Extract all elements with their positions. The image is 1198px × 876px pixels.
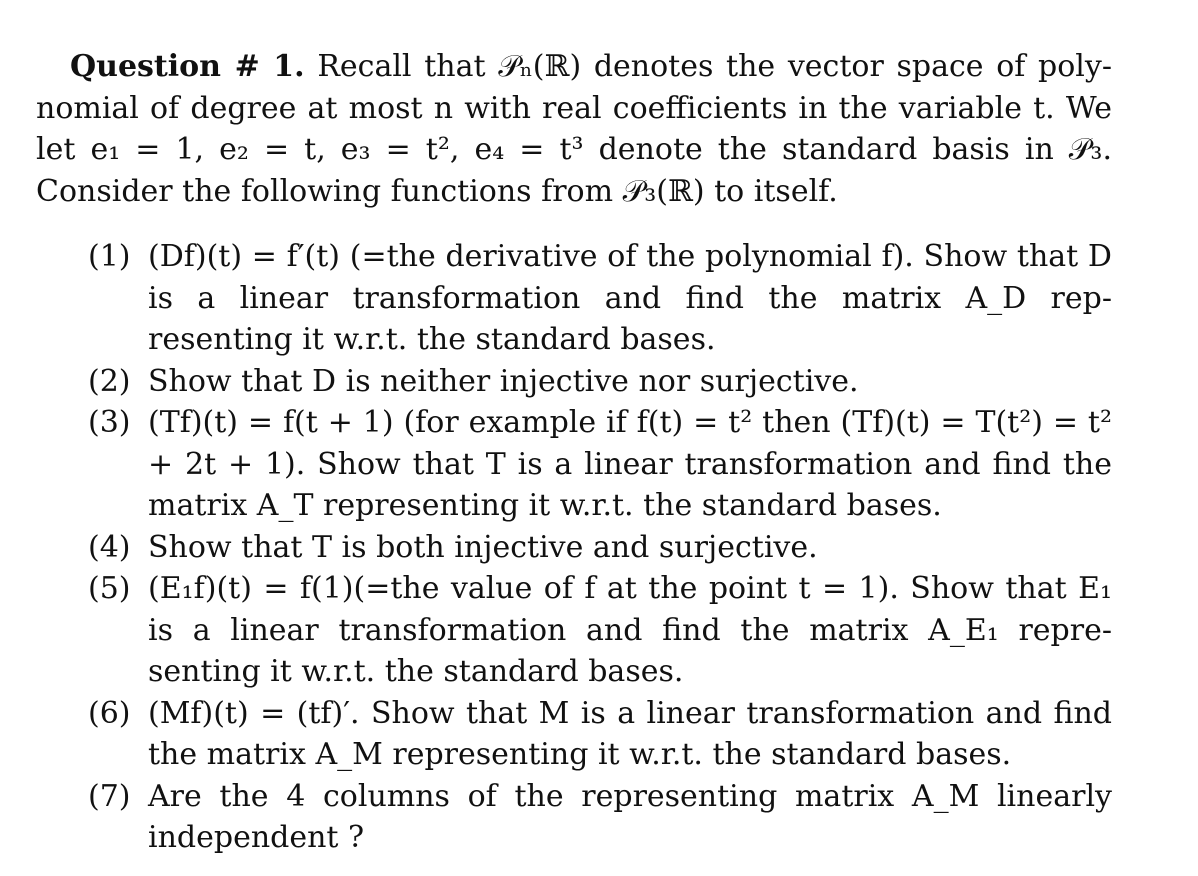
item-marker: (7) [88, 778, 131, 814]
item-text: (E₁f)(t) = f(1)(=the value of f at the point t = 1). Show that E₁ is a linear transformation and find the matrix A_E₁ representing it w.r.t. the standard bases. [148, 571, 1112, 689]
list-item [88, 527, 1112, 569]
question-heading: Question # 1. [70, 49, 305, 84]
item-text: Show that D is neither injective nor surjective. [148, 363, 859, 399]
item-text: Are the 4 columns of the representing matrix A_M linearly independent ? [148, 778, 1112, 855]
item-text: (Df)(t) = f′(t) (=the derivative of the polynomial f). Show that D is a linear transformation and find the matrix A_D representing it w.r.t. the standard bases. [148, 239, 1112, 357]
item-text: (Mf)(t) = (tf)′. Show that M is a linear transformation and find the matrix A_M representing it w.r.t. the standard bases. [148, 695, 1112, 772]
question-items-list [36, 236, 1112, 859]
item-text: Show that T is both injective and surjective. [148, 529, 818, 565]
list-item [88, 236, 1112, 361]
question-document [36, 46, 1112, 859]
list-item [88, 693, 1112, 776]
list-item [88, 361, 1112, 403]
item-marker: (4) [88, 529, 131, 565]
item-marker: (5) [88, 571, 131, 606]
list-item [88, 568, 1112, 693]
item-marker: (6) [88, 695, 131, 731]
list-item [88, 776, 1112, 859]
item-text: (Tf)(t) = f(t + 1) (for example if f(t) = t² then (Tf)(t) = T(t²) = t² + 2t + 1). Show that T is a linear transformation and find the matrix A_T representing it w.r.t. the standard bases. [148, 405, 1112, 523]
item-marker: (1) [88, 239, 131, 274]
question-intro-paragraph [36, 46, 1112, 212]
item-marker: (3) [88, 405, 131, 440]
question-intro: Recall that 𝒫ₙ(ℝ) denotes the vector space of polynomial of degree at most n with real coefficients in the variable t. We let e₁ = 1, e₂ = t, e₃ = t², e₄ = t³ denote the standard basis in 𝒫₃. Consider the following functions from 𝒫₃(ℝ) to itself. [36, 49, 1112, 209]
list-item [88, 402, 1112, 527]
item-marker: (2) [88, 363, 131, 399]
